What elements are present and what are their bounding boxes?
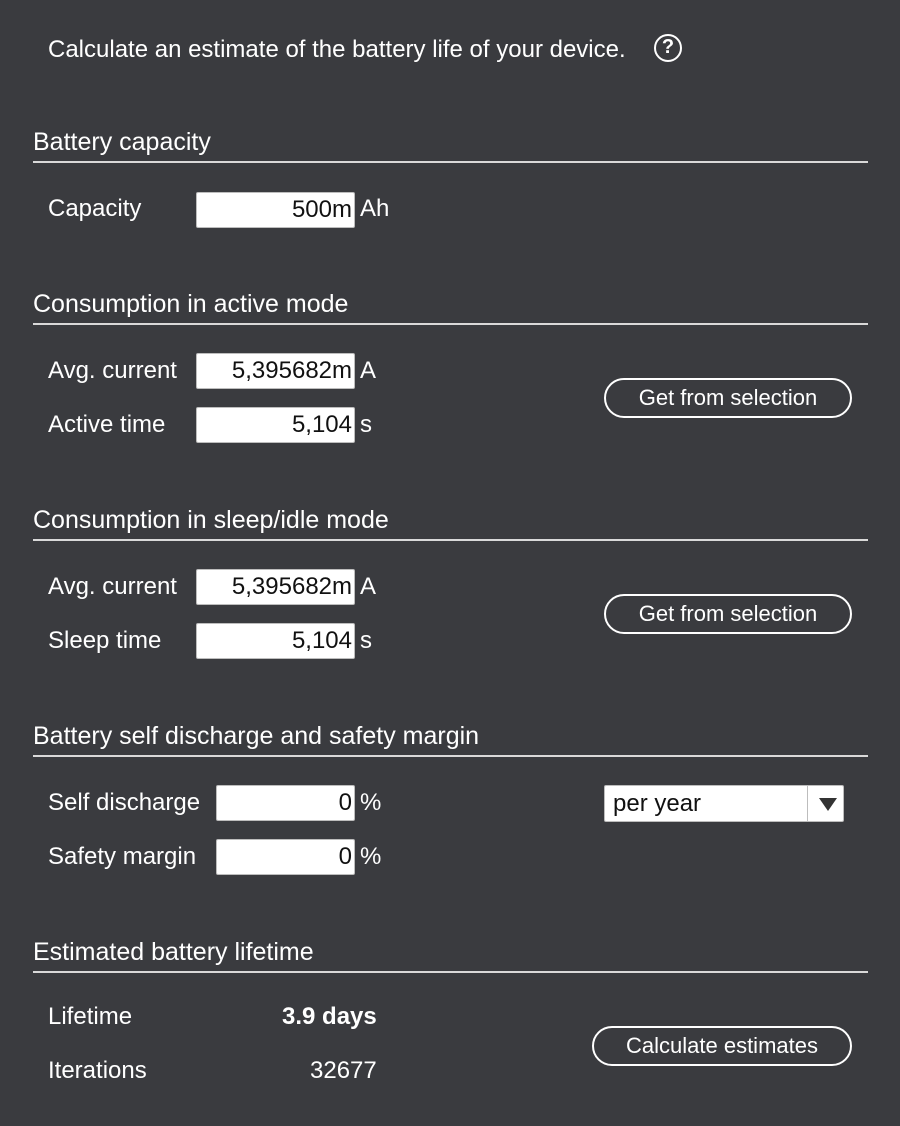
section-title-estimated-lifetime: Estimated battery lifetime [33, 938, 314, 966]
discharge-period-value: per year [613, 790, 702, 817]
section-divider [33, 755, 868, 757]
sleep-current-unit: A [360, 573, 377, 600]
active-current-input[interactable]: 5,395682m [196, 353, 355, 389]
capacity-unit: Ah [360, 195, 390, 222]
section-title-self-discharge: Battery self discharge and safety margin [33, 722, 480, 750]
intro-text: Calculate an estimate of the battery life of your device. [48, 36, 626, 63]
section-divider [33, 323, 868, 325]
section-title-battery-capacity: Battery capacity [33, 128, 211, 156]
lifetime-value: 3.9 days [282, 1003, 377, 1030]
self-discharge-label: Self discharge [48, 789, 201, 816]
section-title-sleep-mode: Consumption in sleep/idle mode [33, 506, 389, 534]
iterations-label: Iterations [48, 1057, 147, 1084]
section-title-active-mode: Consumption in active mode [33, 290, 349, 318]
capacity-label: Capacity [48, 195, 142, 222]
lifetime-label: Lifetime [48, 1003, 133, 1030]
section-divider [33, 971, 868, 973]
section-divider [33, 161, 868, 163]
self-discharge-input[interactable]: 0 [216, 785, 355, 821]
active-get-from-selection-button[interactable]: Get from selection [604, 378, 852, 418]
discharge-period-select[interactable] [604, 785, 844, 822]
active-time-input[interactable]: 5,104 [196, 407, 355, 443]
help-icon[interactable]: ? [654, 34, 682, 62]
sleep-time-unit: s [360, 627, 372, 654]
iterations-value: 32677 [310, 1057, 377, 1084]
active-time-label: Active time [48, 411, 166, 438]
sleep-get-from-selection-button[interactable]: Get from selection [604, 594, 852, 634]
capacity-input[interactable]: 500m [196, 192, 355, 228]
active-current-label: Avg. current [48, 357, 177, 384]
sleep-time-label: Sleep time [48, 627, 162, 654]
safety-margin-input[interactable]: 0 [216, 839, 355, 875]
safety-margin-label: Safety margin [48, 843, 197, 870]
self-discharge-unit: % [360, 789, 382, 816]
sleep-time-input[interactable]: 5,104 [196, 623, 355, 659]
safety-margin-unit: % [360, 843, 382, 870]
active-time-unit: s [360, 411, 372, 438]
select-separator [807, 786, 808, 821]
chevron-down-icon[interactable] [819, 798, 837, 811]
sleep-current-input[interactable]: 5,395682m [196, 569, 355, 605]
active-current-unit: A [360, 357, 377, 384]
calculate-estimates-button[interactable]: Calculate estimates [592, 1026, 852, 1066]
section-divider [33, 539, 868, 541]
sleep-current-label: Avg. current [48, 573, 177, 600]
